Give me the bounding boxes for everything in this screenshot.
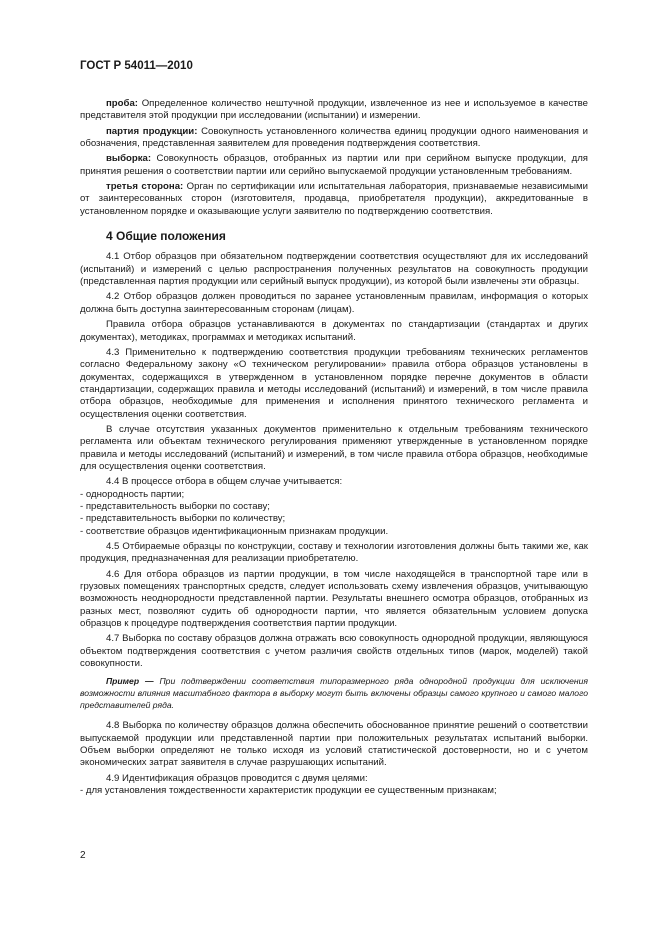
list-item: - однородность партии;	[80, 488, 185, 500]
term-label: выборка:	[106, 153, 152, 165]
definition-sample	[80, 98, 588, 123]
paragraph-4-9: 4.9 Идентификация образцов проводится с двумя целями:	[106, 772, 368, 784]
paragraph-4-2-rules: Правила отбора образцов устанавливаются в документах по стандартизации (стандартах и других документах), методиках, программах и методиках испытаний.	[80, 319, 588, 343]
term-definition: Орган по сертификации или испытательная лаборатория, признаваемые независимыми от заинтересованных сторон (изготовителя, продавца, приобретателя продукции), аккредитованные в установленном порядке и оказывающие услуги заявителю по подтверждению соответствия.	[80, 181, 588, 217]
paragraph-4-6: 4.6 Для отбора образцов из партии продукции, в том числе находящейся в транспортной таре или в грузовых помещениях транспортных средств, следует использовать схему извлечения образцов, учитывающую возможность неоднородности представленной партии. Результаты внешнего осмотра образцов, отобранных из разных мест, позволяют судить об однородности партии, что является обязательным условием допуска образцов к процедуре подтверждения соответствия партии продукции.	[80, 568, 588, 630]
paragraph-4-2: 4.2 Отбор образцов должен проводиться по заранее установленным правилам, информация о которых должна быть доступна заинтересованным сторонам (лицам).	[80, 291, 588, 315]
paragraph-4-1: 4.1 Отбор образцов при обязательном подтверждении соответствия осуществляют для их исследований (испытаний) и измерений с целью распространения полученных результатов на совокупность продукции (представленная партия продукции или серийный выпуск продукции), из которой были извлечены эти образцы.	[80, 251, 588, 288]
list-item: - представительность выборки по составу;	[80, 500, 270, 512]
term-definition: Определенное количество нештучной продукции, извлеченное из нее и используемое в качестве представителя этой продукции при исследовании (испытании) и измерении.	[80, 98, 588, 122]
page-number: 2	[80, 850, 86, 861]
paragraph-4-4: 4.4 В процессе отбора в общем случае учитывается:	[106, 476, 343, 488]
paragraph-4-3-absence: В случае отсутствия указанных документов применительно к отдельным требованиям технического регламента или объектам технического регулирования применяют утвержденные в установленном порядке правила и методы исследований (испытаний) и измерений, в том числе правила отбора образцов, необходимые для осуществления оценки соответствия.	[80, 423, 588, 472]
paragraph-4-3: 4.3 Применительно к подтверждению соответствия продукции требованиям технических регламентов согласно Федеральному закону «О техническом регулировании» правила отбора образцов установлены в документах, содержащихся в утвержденном в установленном порядке перечне документов в области стандартизации, содержащих правила и методы исследований (испытаний) и измерений, в том числе правила отбора образцов, необходимые для применения и исполнения принятого технического регламента и осуществления оценки соответствия.	[80, 346, 588, 420]
definition-third-party	[80, 181, 588, 218]
example-note	[80, 676, 588, 711]
paragraph-4-5: 4.5 Отбираемые образцы по конструкции, составу и технологии изготовления должны быть такими же, как продукция, предназначенная для реализации приобретателю.	[80, 541, 588, 565]
example-label: Пример —	[106, 676, 154, 687]
page-content	[80, 98, 588, 797]
term-definition: Совокупность установленного количества единиц продукции одного наименования и обозначения, представленная заявителем для проведения подтверждения соответствия.	[80, 125, 588, 150]
list-item: - для установления тождественности характеристик продукции ее существенным признакам;	[80, 784, 497, 796]
paragraph-4-7: 4.7 Выборка по составу образцов должна отражать всю совокупность однородной продукции, являющуюся объектом подтверждения соответствия с учетом различия свойств отдельных типов (марок, моделей) такой совокупности.	[80, 633, 588, 670]
definition-selection	[80, 153, 588, 178]
term-label: проба:	[106, 98, 138, 109]
definition-batch	[80, 126, 588, 151]
section-heading: 4 Общие положения	[106, 229, 226, 244]
term-label: партия продукции:	[106, 125, 198, 137]
paragraph-4-8: 4.8 Выборка по количеству образцов должна обеспечить обоснованное принятие решений о соответствии выпускаемой продукции или представленной партии при положительных результатах испытаний выборки. Объем выборки определяют не только исходя из условий статистической достоверности, но и с учетом экономических затрат заявителя в случае разрушающих испытаний.	[80, 720, 588, 769]
list-item: - представительность выборки по количеству;	[80, 513, 286, 525]
document-header: ГОСТ Р 54011—2010	[80, 60, 193, 72]
term-label: третья сторона:	[106, 181, 184, 193]
list-item: - соответствие образцов идентификационным признакам продукции.	[80, 525, 389, 537]
example-text: При подтверждении соответствия типоразмерного ряда однородной продукции для исключения возможности влияния масштабного фактора в выборку могут быть включены образцы самого крупного и самого малого представителей ряда.	[80, 676, 588, 710]
term-definition: Совокупность образцов, отобранных из партии или при серийном выпуске продукции, для принятия решения о соответствии партии или серийно выпускаемой продукции установленным требованиям.	[80, 153, 588, 177]
